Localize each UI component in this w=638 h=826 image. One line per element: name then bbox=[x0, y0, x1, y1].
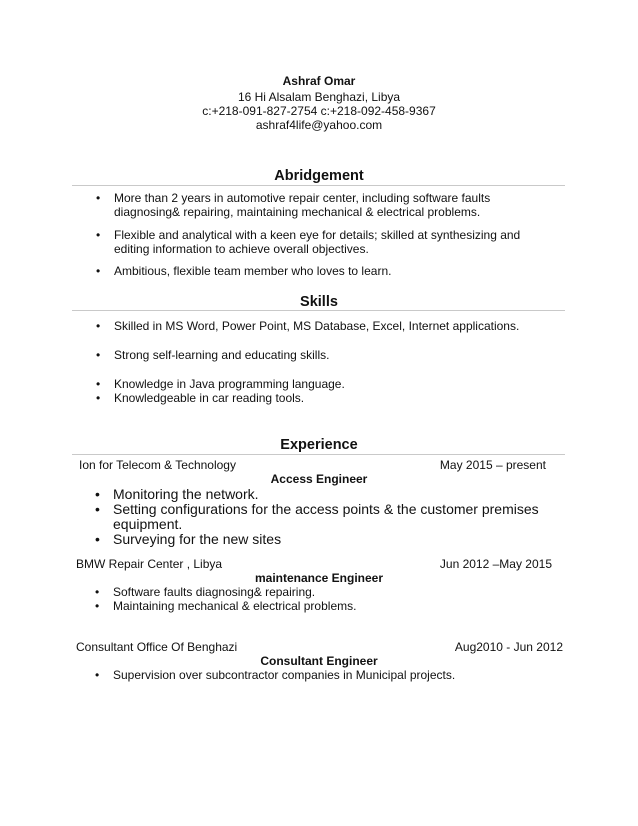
list-item: • Ambitious, flexible team member who loves to learn. bbox=[96, 264, 556, 278]
job-duties bbox=[95, 668, 555, 682]
list-item: • Flexible and analytical with a keen eye for details; skilled at synthesizing and editing information to achieve overall objectives. bbox=[96, 228, 556, 256]
abridgement-heading: Abridgement bbox=[274, 168, 364, 184]
list-item: • More than 2 years in automotive repair center, including software faults diagnosing& repairing, maintaining mechanical & electrical problems. bbox=[96, 191, 556, 219]
list-item: • Knowledge in Java programming language. bbox=[96, 377, 556, 391]
list-item: • Knowledgeable in car reading tools. bbox=[96, 391, 556, 405]
skills-list bbox=[96, 319, 556, 405]
job-role: maintenance Engineer bbox=[254, 571, 384, 585]
job-duties bbox=[95, 585, 555, 613]
list-item: • Monitoring the network. bbox=[95, 487, 575, 502]
email: ashraf4life@yahoo.com bbox=[255, 118, 383, 132]
job-role: Consultant Engineer bbox=[260, 654, 378, 668]
section-divider bbox=[72, 185, 565, 186]
candidate-name: Ashraf Omar bbox=[282, 74, 356, 88]
company-name: Ion for Telecom & Technology bbox=[79, 458, 236, 472]
abridgement-list bbox=[96, 191, 556, 278]
job-duties bbox=[95, 487, 575, 547]
list-item: • Surveying for the new sites bbox=[95, 532, 575, 547]
job-role: Access Engineer bbox=[270, 472, 368, 486]
company-name: BMW Repair Center , Libya bbox=[76, 557, 223, 571]
list-item: • Software faults diagnosing& repairing. bbox=[95, 585, 555, 599]
section-divider bbox=[72, 454, 565, 455]
list-item: • Supervision over subcontractor companies in Municipal projects. bbox=[95, 668, 555, 682]
company-name: Consultant Office Of Benghazi bbox=[76, 640, 238, 654]
phone-numbers: c:+218-091-827-2754 c:+218-092-458-9367 bbox=[202, 104, 436, 118]
list-item: • Skilled in MS Word, Power Point, MS Database, Excel, Internet applications. bbox=[96, 319, 556, 333]
experience-heading: Experience bbox=[280, 437, 358, 453]
job-dates: Jun 2012 –May 2015 bbox=[439, 557, 552, 571]
job-dates: Aug2010 - Jun 2012 bbox=[454, 640, 563, 654]
job-dates: May 2015 – present bbox=[439, 458, 546, 472]
section-divider bbox=[72, 310, 565, 311]
list-item: • Strong self-learning and educating skills. bbox=[96, 348, 556, 362]
list-item: • Setting configurations for the access points & the customer premises equipment. bbox=[95, 502, 575, 532]
list-item: • Maintaining mechanical & electrical problems. bbox=[95, 599, 555, 613]
skills-heading: Skills bbox=[300, 294, 338, 310]
address: 16 Hi Alsalam Benghazi, Libya bbox=[237, 90, 401, 104]
